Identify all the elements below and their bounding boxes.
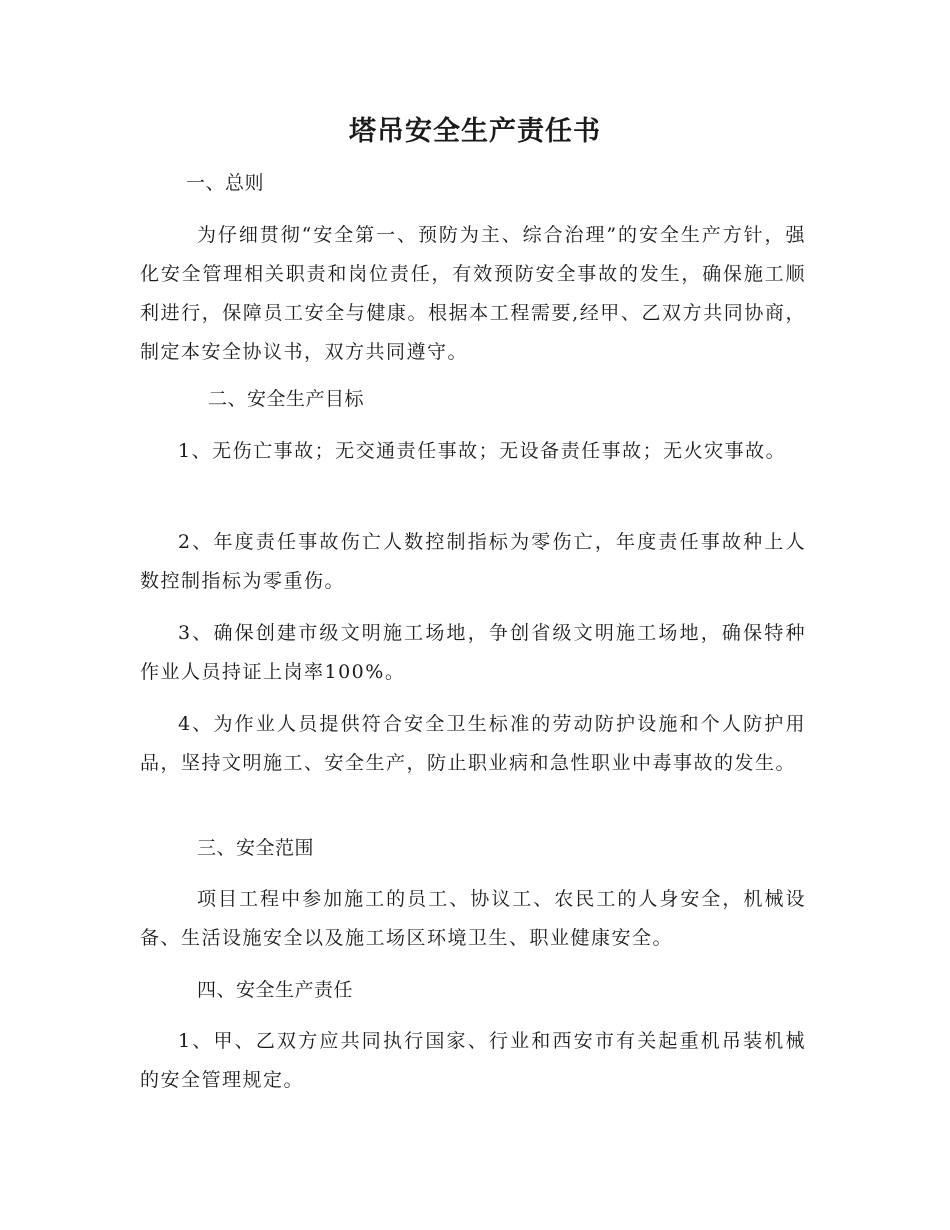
section-heading-safety-responsibility: 四、安全生产责任	[197, 979, 354, 1001]
paragraph-responsibility-1: 1、甲、乙双方应共同执行国家、行业和西安市有关起重机吊装机械的安全管理规定。	[140, 1030, 806, 1091]
paragraph-goal-3: 3、确保创建市级文明施工场地，争创省级文明施工场地，确保特种作业人员持证上岗率100%。	[140, 622, 806, 683]
paragraph-goal-4: 4、为作业人员提供符合安全卫生标准的劳动防护设施和个人防护用品，坚持文明施工、安全生产，防止职业病和急性职业中毒事故的发生。	[140, 713, 806, 774]
section-heading-safety-goals: 二、安全生产目标	[208, 388, 365, 410]
paragraph-safety-scope: 项目工程中参加施工的员工、协议工、农民工的人身安全，机械设备、生活设施安全以及施工场区环境卫生、职业健康安全。	[140, 888, 806, 949]
paragraph-goal-1: 1、无伤亡事故；无交通责任事故；无设备责任事故；无火灾事故。	[178, 440, 787, 462]
paragraph-general-principles: 为仔细贯彻“安全第一、预防为主、综合治理”的安全生产方针，强化安全管理相关职责和岗位责任，有效预防安全事故的发生，确保施工顺利进行，保障员工安全与健康。根据本工程需要,经甲、乙双方共同协商，制定本安全协议书，双方共同遵守。	[140, 224, 806, 363]
section-heading-safety-scope: 三、安全范围	[197, 837, 315, 859]
section-heading-general: 一、总则	[186, 172, 265, 194]
document-title: 塔吊安全生产责任书	[349, 116, 601, 147]
paragraph-goal-2: 2、年度责任事故伤亡人数控制指标为零伤亡，年度责任事故种上人数控制指标为零重伤。	[140, 531, 806, 592]
